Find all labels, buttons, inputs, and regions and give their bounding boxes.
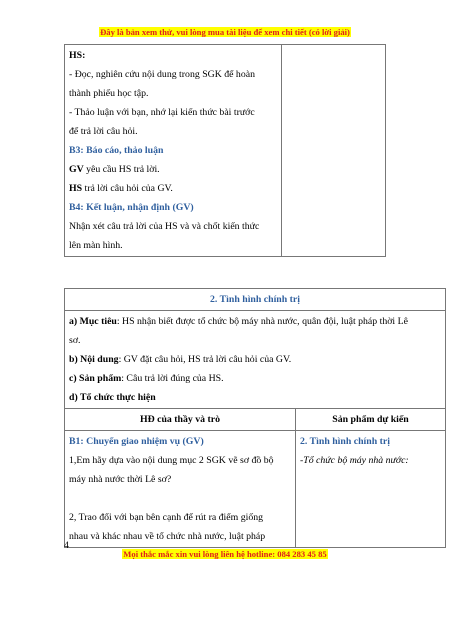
section-table (64, 288, 446, 548)
question1-line: 1,Em hãy dựa vào nội dung mục 2 SGK vẽ sơ đồ bộ (69, 455, 274, 466)
activity-table-continued (64, 44, 386, 257)
hs-label: HS (69, 183, 83, 194)
blank-line (69, 489, 291, 508)
hs-heading: HS: (69, 50, 86, 61)
text-line: thành phiếu học tập. (69, 88, 149, 99)
noi-dung-line: b) Nội dung: GV đặt câu hỏi, HS trả lời câu hỏi của GV. (69, 354, 292, 365)
muc-tieu-line: a) Mục tiêu: HS nhận biết được tổ chức bộ máy nhà nước, quân đội, luật pháp thời Lê (69, 316, 408, 327)
step4-heading: B4: Kết luận, nhận định (GV) (69, 202, 194, 213)
text-line: lên màn hình. (69, 240, 123, 251)
section-title: 2. Tình hình chính trị (65, 289, 446, 311)
text-line: - Đọc, nghiên cứu nội dung trong SGK để hoàn (69, 69, 255, 80)
step1-heading: B1: Chuyển giao nhiệm vụ (GV) (69, 436, 204, 447)
top-banner-text: Đây là bản xem thử, vui lòng mua tài liệu để xem chi tiết (có lời giải) (100, 27, 350, 37)
top-banner (0, 27, 450, 37)
gv-label: GV (69, 164, 84, 175)
step3-heading: B3: Báo cáo, thảo luận (69, 145, 164, 156)
text-line: để trả lời câu hỏi. (69, 126, 138, 137)
gv-line: GV yêu cầu HS trả lời. (69, 164, 160, 175)
expected-product-cell (296, 431, 446, 548)
column-header-product: Sản phẩm dự kiến (296, 409, 446, 431)
question1-line: máy nhà nước thời Lê sơ? (69, 474, 172, 485)
column-header-activity: HĐ của thầy và trò (65, 409, 296, 431)
page-number: 4 (64, 540, 69, 551)
product-heading: 2. Tình hình chính trị (300, 436, 390, 447)
to-chuc-line: d) Tổ chức thực hiện (69, 392, 156, 403)
question2-line: nhau và khác nhau về tổ chức nhà nước, luật pháp (69, 531, 266, 542)
text-line: - Thảo luận với bạn, nhớ lại kiến thức bài trước (69, 107, 255, 118)
activity-cell (65, 45, 282, 257)
san-pham-line: c) Sản phẩm: Câu trả lời đúng của HS. (69, 373, 224, 384)
objectives-cell (65, 311, 446, 409)
question2-line: 2, Trao đổi với bạn bên cạnh để rút ra điểm giống (69, 512, 264, 523)
muc-tieu-cont: sơ. (69, 335, 81, 346)
bottom-banner-text: Mọi thắc mắc xin vui lòng liên hệ hotline: 084 283 45 85 (123, 549, 327, 559)
bottom-banner (0, 549, 450, 559)
product-text: -Tổ chức bộ máy nhà nước: (300, 455, 409, 466)
product-cell-empty (282, 45, 386, 257)
hs-line: HS trả lời câu hỏi của GV. (69, 183, 173, 194)
text-line: Nhận xét câu trả lời của HS và và chốt kiến thức (69, 221, 260, 232)
teacher-student-cell (65, 431, 296, 548)
